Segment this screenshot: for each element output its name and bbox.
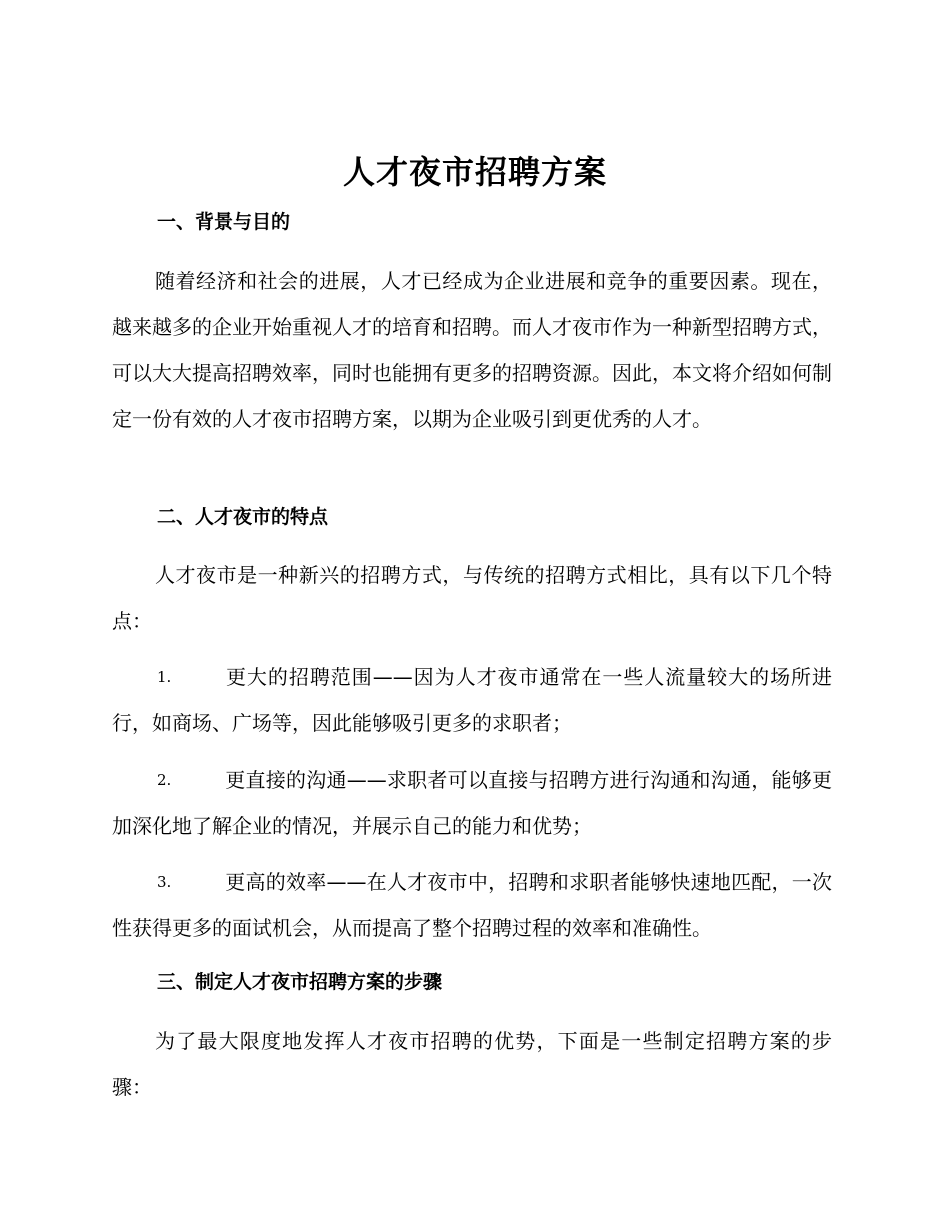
list-item-number: 3. <box>157 873 172 891</box>
paragraph-features-intro: 人才夜市是一种新兴的招聘方式，与传统的招聘方式相比，具有以下几个特点： <box>112 563 832 633</box>
list-item <box>112 757 832 849</box>
list-item-text: 更大的招聘范围——因为人才夜市通常在一些人流量较大的场所进行，如商场、广场等，因此能够吸引更多的求职者； <box>112 665 832 735</box>
list-item-number: 2. <box>157 771 172 789</box>
list-item-text: 更直接的沟通——求职者可以直接与招聘方进行沟通和沟通，能够更加深化地了解企业的情况，并展示自己的能力和优势； <box>112 768 832 838</box>
document-title: 人才夜市招聘方案 <box>342 153 607 191</box>
paragraph-background: 随着经济和社会的进展，人才已经成为企业进展和竞争的重要因素。现在，越来越多的企业开始重视人才的培育和招聘。而人才夜市作为一种新型招聘方式，可以大大提高招聘效率，同时也能拥有更多的招聘资源。因此，本文将介绍如何制定一份有效的人才夜市招聘方案，以期为企业吸引到更优秀的人才。 <box>112 269 832 431</box>
list-item-text: 更高的效率——在人才夜市中，招聘和求职者能够快速地匹配，一次性获得更多的面试机会，从而提高了整个招聘过程的效率和准确性。 <box>112 870 832 940</box>
list-item-number: 1. <box>157 668 172 686</box>
section-heading-steps: 三、制定人才夜市招聘方案的步骤 <box>157 971 443 993</box>
list-item <box>112 654 832 746</box>
list-item <box>112 859 832 951</box>
section-heading-background: 一、背景与目的 <box>157 211 291 233</box>
paragraph-steps-intro: 为了最大限度地发挥人才夜市招聘的优势，下面是一些制定招聘方案的步骤： <box>112 1029 832 1099</box>
section-heading-features: 二、人才夜市的特点 <box>157 506 329 528</box>
